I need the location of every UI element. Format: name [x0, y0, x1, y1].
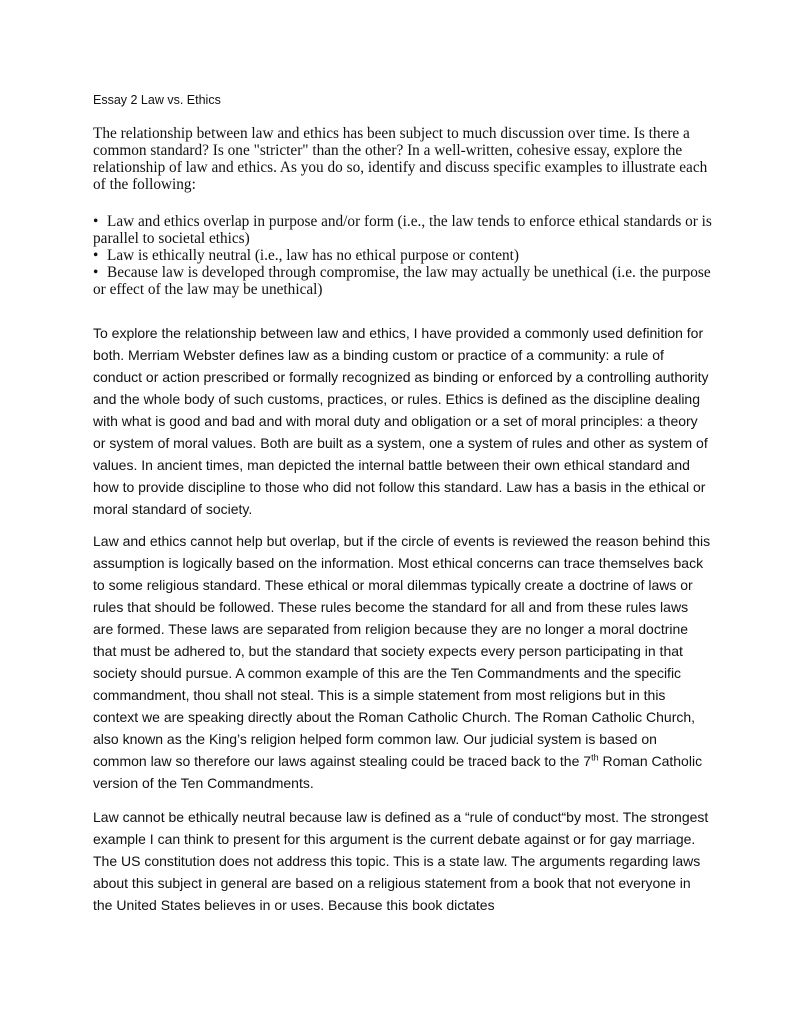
- bullet-text: Law and ethics overlap in purpose and/or form (i.e., the law tends to enforce ethical standards or is parallel to societal ethics): [93, 213, 712, 247]
- bullet-icon: •: [93, 247, 99, 264]
- prompt-intro: The relationship between law and ethics has been subject to much discussion over time. Is there a common standard? Is one "stricter" than the other? In a well-written, cohesive essay, explore the relationship of law and ethics. As you do so, identify and discuss specific examples to illustrate each of the following:: [93, 125, 708, 193]
- essay-title: Essay 2 Law vs. Ethics: [93, 93, 221, 107]
- bullet-text: Law is ethically neutral (i.e., law has no ethical purpose or content): [107, 247, 520, 264]
- superscript-ordinal: th: [591, 752, 599, 763]
- prompt-bullet-item: [93, 247, 713, 264]
- prompt-bullet-item: [93, 213, 713, 247]
- prompt-bullet-item: [93, 264, 713, 298]
- essay-paragraph-definitions: To explore the relationship between law and ethics, I have provided a commonly used definition for both. Merriam Webster defines law as a binding custom or practice of a community: a rule of conduct or action prescribed or formally recognized as binding or enforced by a controlling authority and the whole body of such customs, practices, or rules. Ethics is defined as the discipline dealing with what is good and bad and with moral duty and obligation or a set of moral principles: a theory or system of moral values. Both are built as a system, one a system of rules and other as system of values. In ancient times, man depicted the internal battle between their own ethical standard and how to provide discipline to those who did not follow this standard. Law has a basis in the ethical or moral standard of society.: [93, 325, 709, 517]
- essay-paragraph-overlap: [93, 530, 711, 794]
- bullet-icon: •: [93, 264, 99, 281]
- prompt-bullet-list: [93, 213, 713, 298]
- bullet-text: Because law is developed through compromise, the law may actually be unethical (i.e. the purpose or effect of the law may be unethical): [93, 264, 711, 298]
- essay-paragraph-neutral: Law cannot be ethically neutral because law is defined as a “rule of conduct“by most. The strongest example I can think to present for this argument is the current debate against or for gay marriage. The US constitution does not address this topic. This is a state law. The arguments regarding laws about this subject in general are based on a religious statement from a book that not everyone in the United States believes in or uses. Because this book dictates: [93, 809, 709, 913]
- bullet-icon: •: [93, 213, 99, 230]
- paragraph-text-end: Roman Catholic version of the Ten Commandments.: [93, 753, 703, 791]
- paragraph-text: Law and ethics cannot help but overlap, but if the circle of events is reviewed the reason behind this assumption is logically based on the information. Most ethical concerns can trace themselves back to some religious standard. These ethical or moral dilemmas typically create a doctrine of laws or rules that should be followed. These rules become the standard for all and from these rules laws are formed. These laws are separated from religion because they are no longer a moral doctrine that must be adhered to, but the standard that society expects every person participating in that society should pursue. A common example of this are the Ten Commandments and the specific commandment, thou shall not steal. This is a simple statement from most religions but in this context we are speaking directly about the Roman Catholic Church. The Roman Catholic Church, also known as the King’s religion helped form common law. Our judicial system is based on common law so therefore our laws against stealing could be traced back to the 7: [93, 533, 711, 769]
